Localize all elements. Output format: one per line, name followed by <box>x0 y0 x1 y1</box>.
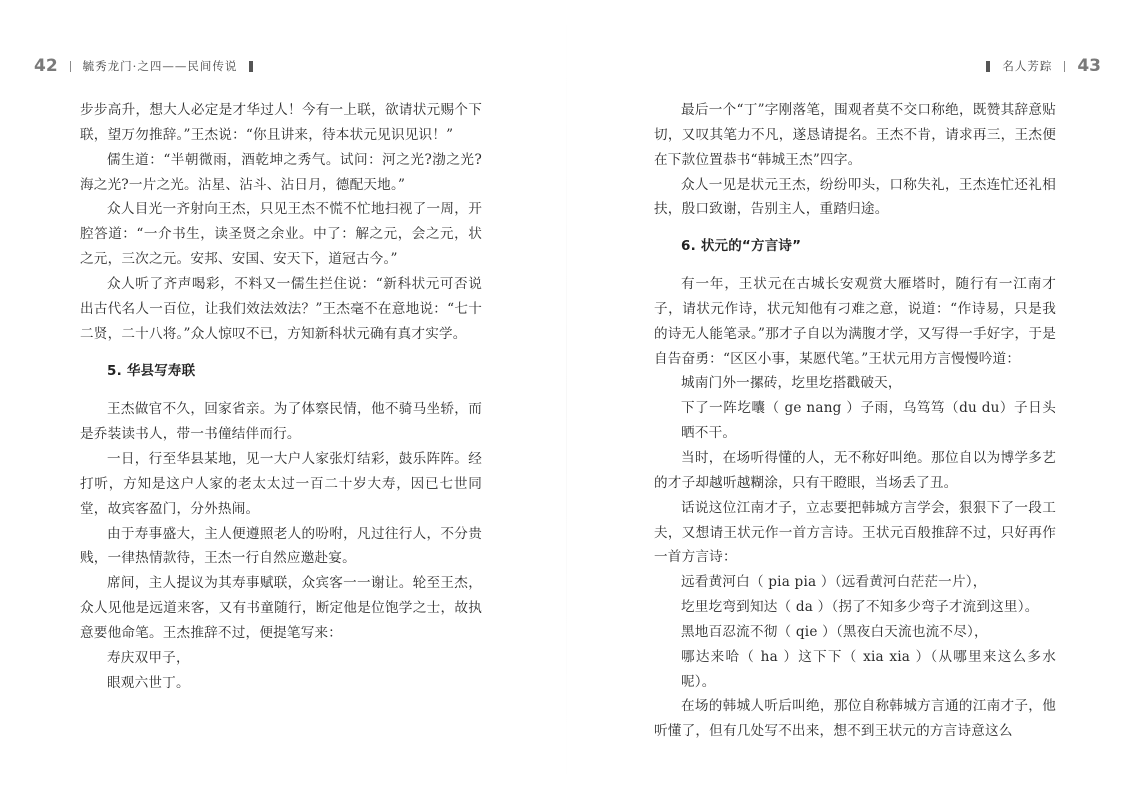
paragraph: 王杰做官不久，回家省亲。为了体察民情，他不骑马坐轿，而是乔装读书人，带一书僮结伴而行。 <box>80 401 482 443</box>
paragraph: 步步高升，想大人必定是才华过人！今有一上联，欲请状元赐个下联，望万勿推辞。”王杰说：“你且讲来，待本状元见识见识！” <box>80 102 482 143</box>
page-gutter <box>566 0 567 799</box>
paragraph: 众人目光一齐射向王杰，只见王杰不慌不忙地扫视了一周，开腔答道：“一介书生，读圣贤之余业。中了：解之元，会之元，状之元，三次之元。安邦、安国、安天下，道冠古今。” <box>80 201 482 268</box>
poem-line: 下了一阵圪囔（ ge nang ）子雨，乌笃笃（du du）子日头晒不干。 <box>681 400 1056 442</box>
right-running-header <box>974 54 1101 78</box>
left-running-head-title: 毓秀龙门·之四——民间传说 <box>82 59 238 73</box>
header-divider <box>1064 61 1065 72</box>
section-title: 5. 华县写寿联 <box>107 363 196 380</box>
left-running-header <box>34 54 265 78</box>
right-running-head-title: 名人芳踪 <box>1002 59 1053 73</box>
paragraph: 众人一见是状元王杰，纷纷叩头，口称失礼，王杰连忙还礼相扶，殷口致谢，告别主人，重踏归途。 <box>654 176 1056 218</box>
poem-line: 圪里圪弯到知达（ da ）（拐了不知多少弯子才流到这里）。 <box>681 599 1039 616</box>
right-page-number: 43 <box>1077 56 1101 76</box>
paragraph: 最后一个“丁”字刚落笔，围观者莫不交口称绝，既赞其辞意贴切，又叹其笔力不凡，遂恳请提名。王杰不肯，请求再三，王杰便在下款位置恭书“韩城王杰”四字。 <box>654 102 1056 168</box>
poem-line: 黑地百忍流不彻（ qie ）（黑夜白天流也流不尽）， <box>681 623 988 640</box>
paragraph: 儒生道：“半朝微雨，酒乾坤之秀气。试问：河之光?渤之光?海之光?一片之光。沾星、沾斗、沾日月，德配天地。” <box>80 151 482 193</box>
paragraph: 有一年，王状元在古城长安观赏大雁塔时，随行有一江南才子，请状元作诗，状元知他有刁难之意，说道：“作诗易，只是我的诗无人能笔录。”那才子自以为满腹才学，又写得一手好字，于是自告奋勇：“区区小事，某愿代笔。”王状元用方言慢慢吟道： <box>654 276 1056 367</box>
couplet-line: 眼观六世丁。 <box>107 674 190 691</box>
paragraph: 席间，主人提议为其寿事赋联，众宾客一一谢让。轮至王杰，众人见他是远道来客，又有书童随行，断定他是位饱学之士，故执意要他命笔。王杰推辞不过，便提笔写来： <box>80 575 482 641</box>
header-divider <box>70 61 71 72</box>
left-page-number: 42 <box>34 56 58 76</box>
paragraph: 由于寿事盛大，主人便遵照老人的吩咐，凡过往行人，不分贵贱，一律热情款待，王杰一行自然应邀赴宴。 <box>80 525 482 567</box>
paragraph: 话说这位江南才子，立志要把韩城方言学会，狠狠下了一段工夫，又想请王状元作一首方言诗。王状元百般推辞不过，只好再作一首方言诗： <box>654 499 1056 566</box>
paragraph: 当时，在场听得懂的人，无不称好叫绝。那位自以为博学多艺的才子却越听越糊涂，只有干瞪眼，当场丢了丑。 <box>654 449 1056 491</box>
poem-line: 城南门外一摞砖，圪里圪搭戳破天， <box>681 375 902 392</box>
couplet-line: 寿庆双甲子， <box>107 649 190 666</box>
right-page-body <box>654 98 1056 744</box>
section-title: 6. 状元的“方言诗” <box>681 238 802 255</box>
poem-line: 远看黄河白（ pia pia ）（远看黄河白茫茫一片）， <box>681 574 987 591</box>
header-block-mark <box>249 61 253 72</box>
paragraph: 一日，行至华县某地，见一大户人家张灯结彩，鼓乐阵阵。经打听，方知是这户人家的老太太过一百二十岁大寿，因已七世同堂，故宾客盈门，分外热闹。 <box>80 450 482 517</box>
paragraph: 众人听了齐声喝彩，不料又一儒生拦住说：“新科状元可否说出古代名人一百位，让我们效法效法？”王杰毫不在意地说：“七十二贤，二十八将。”众人惊叹不已，方知新科状元确有真才实学。 <box>80 275 482 342</box>
paragraph: 在场的韩城人听后叫绝，那位自称韩城方言通的江南才子，他听懂了，但有几处写不出来，想不到王状元的方言诗意这么 <box>654 698 1056 740</box>
left-page-body <box>80 98 482 695</box>
header-block-mark <box>986 61 990 72</box>
poem-line: 哪达来哈（ ha ）这下下（ xia xia ）（从哪里来这么多水呢）。 <box>681 648 1056 690</box>
